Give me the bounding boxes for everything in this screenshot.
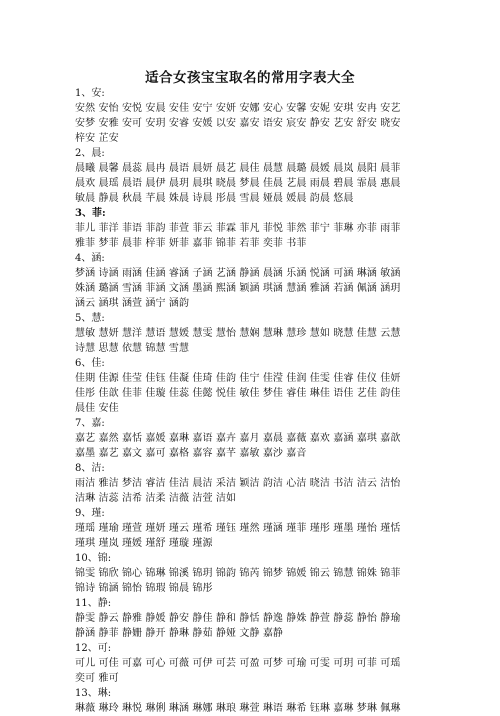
- names-line: 可儿 可佳 可嘉 可心 可薇 可伊 可芸 可盈 可梦 可瑜 可雯 可玥 可菲 可瑶: [75, 658, 401, 669]
- name-section: [75, 416, 430, 461]
- names-line: 菲儿 菲洋 菲语 菲韵 菲萱 菲云 菲霖 菲凡 菲悦 菲然 菲宁 菲琳 亦菲 雨菲: [75, 223, 401, 234]
- names-line: 雅菲 梦菲 晨菲 梓菲 妍菲 嘉菲 锦菲 若菲 奕菲 书菲: [75, 238, 307, 249]
- section-heading: 11、静:: [75, 598, 112, 609]
- names-line: 慧敏 慧妍 慧洋 慧语 慧媛 慧雯 慧怡 慧娴 慧琳 慧珍 慧如 晓慧 佳慧 云慧: [75, 328, 401, 339]
- name-section: [75, 311, 430, 356]
- name-section: [75, 506, 430, 551]
- names-line: 佳期 佳源 佳莹 佳钰 佳凝 佳琦 佳韵 佳宁 佳滢 佳润 佳雯 佳睿 佳仪 佳妍: [75, 373, 401, 384]
- names-line: 洁琳 洁蕊 洁希 洁柔 洁薇 洁萱 洁如: [75, 493, 237, 504]
- names-line: 安然 安怡 安悦 安晨 安佳 安宁 安妍 安娜 安心 安馨 安妮 安琪 安冉 安艺: [75, 103, 401, 114]
- section-heading: 7、嘉:: [75, 418, 105, 429]
- name-section: [75, 356, 430, 416]
- section-heading: 4、涵:: [75, 253, 105, 264]
- names-line: 嘉墨 嘉艺 嘉文 嘉可 嘉格 嘉容 嘉芊 嘉敏 嘉沙 嘉音: [75, 448, 307, 459]
- name-section: [75, 206, 430, 251]
- name-section: [75, 146, 430, 206]
- section-heading: 9、瑾:: [75, 508, 105, 519]
- names-line: 晨曦 晨馨 晨蕊 晨冉 晨语 晨妍 晨艺 晨佳 晨慧 晨璐 晨媛 晨岚 晨阳 晨菲: [75, 163, 401, 174]
- section-heading: 3、菲:: [75, 208, 106, 219]
- names-line: 嘉艺 嘉然 嘉恬 嘉媛 嘉琳 嘉语 嘉卉 嘉月 嘉晨 嘉薇 嘉欢 嘉涵 嘉琪 嘉歆: [75, 433, 401, 444]
- name-section: [75, 551, 430, 596]
- section-heading: 5、慧:: [75, 313, 105, 324]
- name-section: [75, 596, 430, 641]
- names-line: 锦诗 锦涵 锦怡 锦瑕 锦晨 锦彤: [75, 583, 213, 594]
- document-title: 适合女孩宝宝取名的常用字表大全: [145, 70, 355, 86]
- section-heading: 2、晨:: [75, 148, 105, 159]
- name-list: [75, 86, 430, 716]
- name-section: [75, 86, 430, 146]
- names-line: 奕可 雅可: [75, 673, 119, 684]
- section-heading: 12、可:: [75, 643, 112, 654]
- names-line: 姝涵 璐涵 雪涵 菲涵 文涵 墨涵 熙涵 颖涵 琪涵 慧涵 雅涵 若涵 佩涵 涵玥: [75, 283, 401, 294]
- names-line: 晨欢 晨瑶 晨语 晨伊 晨玥 晨琪 晓晨 梦晨 佳晨 艺晨 雨晨 碧晨 霏晨 惠晨: [75, 178, 401, 189]
- names-line: 敏晨 静晨 秋晨 芊晨 姝晨 诗晨 彤晨 雪晨 娅晨 媛晨 韵晨 悠晨: [75, 193, 354, 204]
- section-heading: 13、琳:: [75, 688, 112, 699]
- name-section: [75, 686, 430, 716]
- names-line: 瑾瑶 瑾瑜 瑾萱 瑾妍 瑾云 瑾希 瑾钰 瑾然 瑾涵 瑾菲 瑾彤 瑾墨 瑾怡 瑾恬: [75, 523, 401, 534]
- names-line: 晨佳 安佳: [75, 403, 119, 414]
- names-line: 琳薇 琳玲 琳悦 琳俐 琳涵 琳娜 琳琅 琳萱 琳语 琳希 钰琳 嘉琳 梦琳 佩琳: [75, 703, 401, 714]
- section-heading: 10、锦:: [75, 553, 112, 564]
- names-line: 梓安 芷安: [75, 133, 119, 144]
- name-section: [75, 461, 430, 506]
- names-line: 涵云 涵琪 涵萱 涵宁 涵韵: [75, 298, 190, 309]
- section-heading: 1、安:: [75, 88, 105, 99]
- names-line: 诗慧 思慧 依慧 锦慧 雪慧: [75, 343, 190, 354]
- names-line: 佳彤 佳歆 佳菲 佳璇 佳蕊 佳懿 悦佳 敏佳 梦佳 睿佳 琳佳 语佳 艺佳 韵佳: [75, 388, 401, 399]
- name-section: [75, 641, 430, 686]
- names-line: 安梦 安雅 安可 安玥 安睿 安媛 以安 嘉安 语安 宸安 静安 艺安 舒安 晓安: [75, 118, 401, 129]
- names-line: 静涵 静菲 静姗 静开 静琳 静茹 静娅 文静 嘉静: [75, 628, 284, 639]
- names-line: 梦涵 诗涵 雨涵 佳涵 睿涵 子涵 艺涵 静涵 晨涵 乐涵 悦涵 可涵 琳涵 敏涵: [75, 268, 401, 279]
- section-heading: 8、洁:: [75, 463, 105, 474]
- section-heading: 6、佳:: [75, 358, 105, 369]
- names-line: 锦雯 锦欣 锦心 锦琳 锦溪 锦玥 锦韵 锦芮 锦梦 锦媛 锦云 锦慧 锦姝 锦菲: [75, 568, 401, 579]
- names-line: 雨洁 雅洁 梦洁 睿洁 佳洁 晨洁 采洁 颖洁 韵洁 心洁 晓洁 书洁 洁云 洁怡: [75, 478, 401, 489]
- name-section: [75, 251, 430, 311]
- names-line: 瑾琪 瑾岚 瑾媛 瑾舒 瑾璇 瑾源: [75, 538, 213, 549]
- names-line: 静雯 静云 静雅 静媛 静安 静佳 静和 静恬 静逸 静姝 静萱 静蕊 静怡 静瑜: [75, 613, 401, 624]
